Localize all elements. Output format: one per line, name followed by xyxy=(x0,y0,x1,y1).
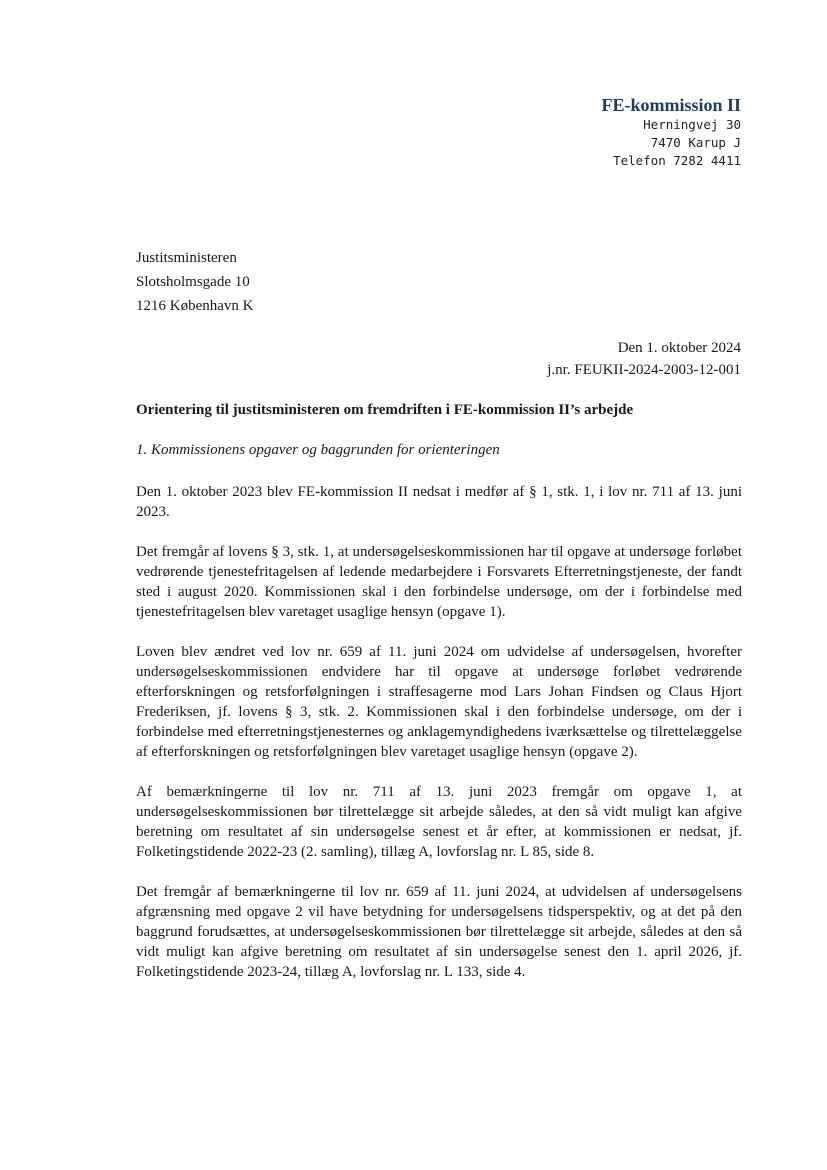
recipient-city: 1216 København K xyxy=(136,298,254,314)
section-heading: 1. Kommissionens opgaver og baggrunden for orienteringen xyxy=(136,442,500,458)
paragraph: Det fremgår af bemærkningerne til lov nr. 659 af 11. juni 2024, at udvidelsen af undersøgelsens afgrænsning med opgave 2 vil have betydning for undersøgelsens tidsperspektiv, og at det på den baggrund forudsættes, at undersøgelseskommissionen bør tilrettelægge sit arbejde, således at den så vidt muligt kan afgive beretning om resultatet af sin undersøgelse senest den 1. april 2026, jf. Folketingstidende 2023-24, tillæg A, lovforslag nr. L 133, side 4. xyxy=(136,884,742,980)
paragraph: Af bemærkningerne til lov nr. 711 af 13. juni 2023 fremgår om opgave 1, at undersøgelseskommissionen bør tilrettelægge sit arbejde således, at den så vidt muligt kan afgive beretning om resultatet af sin undersøgelse senest et år efter, at kommissionen er nedsat, jf. Folketingstidende 2022-23 (2. samling), tillæg A, lovforslag nr. L 85, side 8. xyxy=(136,784,742,860)
recipient-name: Justitsministeren xyxy=(136,250,237,266)
letter-meta xyxy=(547,337,741,381)
letter-body xyxy=(136,400,742,1002)
sender-name: FE-kommission II xyxy=(601,95,741,115)
paragraph: Det fremgår af lovens § 3, stk. 1, at undersøgelseskommissionen har til opgave at undersøge forløbet vedrørende tjenestefritagelsen af ledende medarbejdere i Forsvarets Efterretningstjeneste, der fandt sted i august 2020. Kommissionen skal i den forbindelse undersøge, om der i forbindelse med tjenestefritagelsen blev varetaget usaglige hensyn (opgave 1). xyxy=(136,544,742,620)
paragraph: Loven blev ændret ved lov nr. 659 af 11. juni 2024 om udvidelse af undersøgelsen, hvorefter undersøgelseskommissionen endvidere har til opgave at undersøge forløbet vedrørende efterforskningen og retsforfølgningen i straffesagerne mod Lars Johan Findsen og Claus Hjort Frederiksen, jf. lovens § 3, stk. 2. Kommissionen skal i den forbindelse undersøge, om der i forbindelse med efterretningstjenesternes og anklagemyndighedens iværksættelse og tilrettelæggelse af efterforskningen og retsforfølgningen blev varetaget usaglige hensyn (opgave 2). xyxy=(136,644,742,760)
paragraph: Den 1. oktober 2023 blev FE-kommission II nedsat i medfør af § 1, stk. 1, i lov nr. 711 af 13. juni 2023. xyxy=(136,484,742,520)
recipient-street: Slotsholmsgade 10 xyxy=(136,274,250,290)
sender-city: 7470 Karup J xyxy=(650,135,741,150)
journal-number: j.nr. FEUKII-2024-2003-12-001 xyxy=(547,362,741,378)
sender-block xyxy=(601,94,741,170)
recipient-block xyxy=(136,246,253,318)
sender-street: Herningvej 30 xyxy=(643,117,741,132)
letter-date: Den 1. oktober 2024 xyxy=(617,340,741,356)
sender-phone: Telefon 7282 4411 xyxy=(613,153,741,168)
letter-subject: Orientering til justitsministeren om fremdriften i FE-kommission II’s arbejde xyxy=(136,402,634,418)
